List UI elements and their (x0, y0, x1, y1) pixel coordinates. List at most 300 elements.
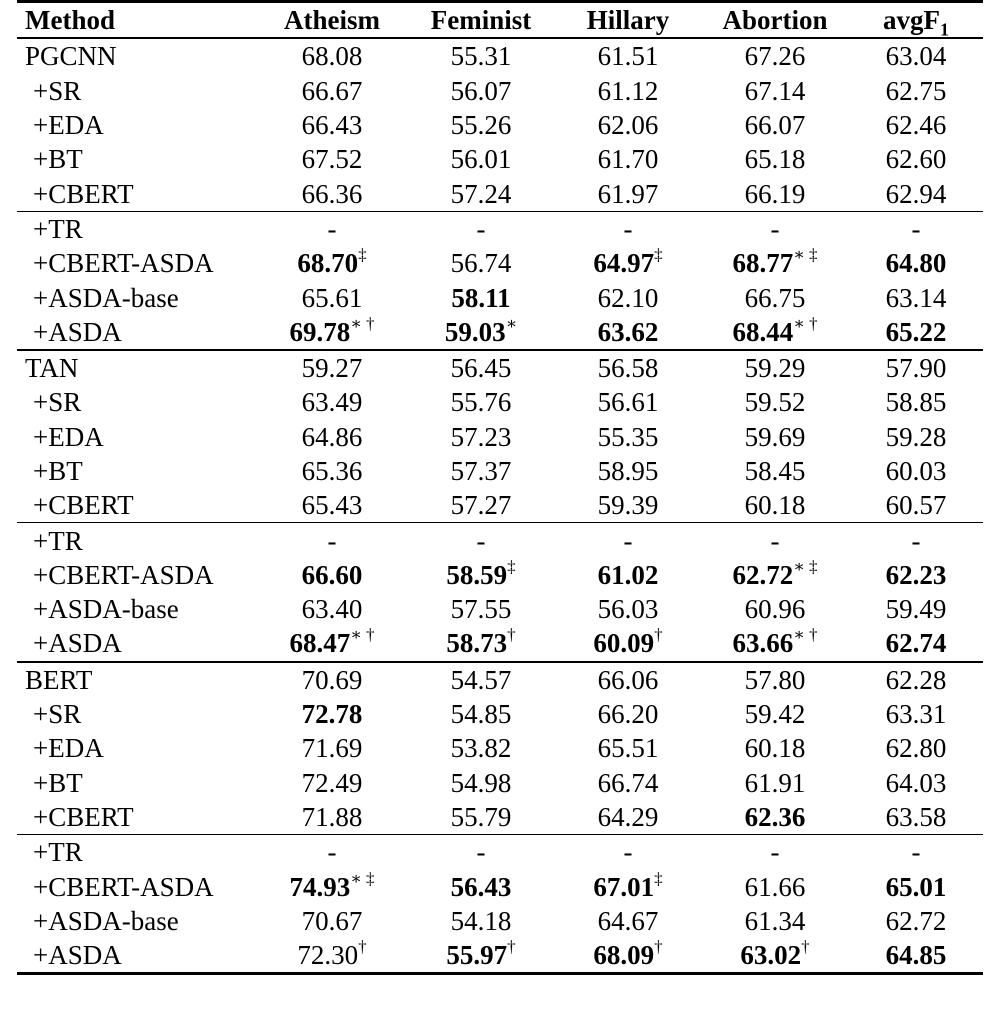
table-row (17, 523, 983, 558)
cell-value: 66.19 (744, 178, 806, 209)
cell-value: 62.72 (885, 905, 947, 936)
cell-value: 62.60 (885, 144, 947, 175)
significance-marker: ‡ (654, 868, 663, 888)
cell-value: 56.58 (597, 353, 659, 384)
cell-value: 66.67 (301, 75, 363, 106)
hillary-cell (555, 454, 701, 488)
significance-marker: ∗ † (350, 625, 375, 645)
hillary-cell (555, 938, 701, 974)
cell-value: - (770, 213, 780, 244)
cell-value: 59.49 (885, 594, 947, 625)
hillary-cell (555, 385, 701, 419)
hillary-cell (555, 211, 701, 246)
method-cell: +CBERT-ASDA (33, 871, 214, 902)
cell-value: 63.02 (740, 940, 802, 971)
avgf1-cell (849, 523, 983, 558)
avgf1-cell (849, 38, 983, 73)
abortion-cell (701, 697, 849, 731)
hillary-cell (555, 350, 701, 385)
feminist-cell (407, 523, 555, 558)
significance-marker: ∗ † (793, 313, 818, 333)
cell-value: 55.76 (450, 387, 512, 418)
feminist-cell (407, 731, 555, 765)
cell-value: 61.02 (597, 559, 659, 590)
atheism-cell (257, 523, 407, 558)
abortion-cell (701, 592, 849, 626)
cell-value: 70.67 (301, 905, 363, 936)
cell-value: 57.27 (450, 490, 512, 521)
table-row (17, 592, 983, 626)
cell-value: 69.78 (289, 316, 351, 347)
atheism-cell (257, 766, 407, 800)
cell-value: 64.85 (885, 940, 947, 971)
hillary-cell (555, 662, 701, 697)
significance-marker: ∗ ‡ (350, 868, 375, 888)
cell-value: 53.82 (450, 733, 512, 764)
cell-value: 62.80 (885, 733, 947, 764)
cell-value: 58.73 (446, 628, 508, 659)
cell-value: - (770, 837, 780, 868)
atheism-cell (257, 280, 407, 314)
cell-value: 71.69 (301, 733, 363, 764)
table-row (17, 385, 983, 419)
table-row (17, 697, 983, 731)
header-method: Method (25, 5, 115, 36)
abortion-cell (701, 731, 849, 765)
table-row (17, 108, 983, 142)
cell-value: 63.40 (301, 594, 363, 625)
avgf1-cell (849, 869, 983, 903)
atheism-cell (257, 904, 407, 938)
method-cell: +TR (17, 835, 257, 870)
cell-value: 55.35 (597, 421, 659, 452)
atheism-cell (257, 697, 407, 731)
cell-value: 56.45 (450, 353, 512, 384)
significance-marker: ∗ † (350, 313, 375, 333)
hillary-cell (555, 626, 701, 661)
method-cell: +CBERT (33, 490, 134, 521)
cell-value: 63.14 (885, 282, 947, 313)
cell-value: 62.36 (744, 801, 806, 832)
hillary-cell (555, 904, 701, 938)
avgf1-cell (849, 626, 983, 661)
method-cell: +BT (33, 144, 83, 175)
cell-value: 72.30 (297, 940, 359, 971)
abortion-cell (701, 835, 849, 870)
significance-marker: † (801, 937, 810, 957)
abortion-cell (701, 211, 849, 246)
cell-value: 61.34 (744, 905, 806, 936)
cell-value: 62.28 (885, 664, 947, 695)
method-cell: +SR (33, 75, 82, 106)
cell-value: 57.23 (450, 421, 512, 452)
cell-value: 65.18 (744, 144, 806, 175)
atheism-cell (257, 488, 407, 523)
cell-value: 65.01 (885, 871, 947, 902)
header-hillary: Hillary (586, 5, 670, 36)
abortion-cell (701, 142, 849, 176)
cell-value: 68.44 (732, 316, 794, 347)
feminist-cell (407, 869, 555, 903)
cell-value: 66.20 (597, 699, 659, 730)
avgf1-cell (849, 766, 983, 800)
atheism-cell (257, 74, 407, 108)
feminist-cell (407, 454, 555, 488)
method-cell: +SR (33, 699, 82, 730)
hillary-cell (555, 38, 701, 73)
method-cell: +EDA (33, 110, 104, 141)
header-row (17, 2, 983, 39)
cell-value: 58.95 (597, 456, 659, 486)
avgf1-cell (849, 662, 983, 697)
cell-value: 64.80 (885, 248, 947, 279)
cell-value: 66.36 (301, 178, 363, 209)
cell-value: - (476, 837, 486, 868)
results-table-body (17, 38, 983, 974)
table-row (17, 558, 983, 592)
cell-value: - (623, 213, 633, 244)
cell-value: 55.97 (446, 940, 508, 971)
abortion-cell (701, 315, 849, 350)
significance-marker: ∗ † (793, 625, 818, 645)
cell-value: 63.66 (732, 628, 794, 659)
cell-value: 65.36 (301, 456, 363, 486)
method-cell: +BT (33, 767, 83, 798)
cell-value: - (327, 837, 337, 868)
cell-value: 63.49 (301, 387, 363, 418)
table-row (17, 350, 983, 385)
avgf1-cell (849, 280, 983, 314)
avgf1-cell (849, 835, 983, 870)
hillary-cell (555, 246, 701, 280)
hillary-cell (555, 592, 701, 626)
feminist-cell (407, 108, 555, 142)
cell-value: - (327, 213, 337, 244)
significance-marker: ∗ ‡ (793, 245, 818, 265)
cell-value: - (476, 213, 486, 244)
abortion-cell (701, 38, 849, 73)
atheism-cell (257, 869, 407, 903)
header-atheism: Atheism (284, 5, 380, 36)
cell-value: 59.29 (744, 353, 806, 384)
header-avgf1-subscript: 1 (940, 19, 949, 40)
avgf1-cell (849, 350, 983, 385)
cell-value: 68.09 (593, 940, 655, 971)
atheism-cell (257, 350, 407, 385)
cell-value: 59.42 (744, 699, 806, 730)
avgf1-cell (849, 74, 983, 108)
avgf1-cell (849, 731, 983, 765)
header-abortion: Abortion (722, 5, 828, 36)
cell-value: 68.47 (289, 628, 351, 659)
feminist-cell (407, 385, 555, 419)
significance-marker: ∗ (505, 313, 518, 333)
hillary-cell (555, 523, 701, 558)
atheism-cell (257, 246, 407, 280)
cell-value: - (911, 213, 921, 244)
method-cell: +CBERT-ASDA (33, 248, 214, 279)
cell-value: 62.06 (597, 110, 659, 141)
cell-value: 56.61 (597, 387, 659, 418)
feminist-cell (407, 315, 555, 350)
feminist-cell (407, 211, 555, 246)
cell-value: 61.70 (597, 144, 659, 175)
hillary-cell (555, 142, 701, 176)
cell-value: - (911, 837, 921, 868)
table-row (17, 142, 983, 176)
abortion-cell (701, 176, 849, 211)
cell-value: 54.85 (450, 699, 512, 730)
cell-value: 63.04 (885, 41, 947, 72)
abortion-cell (701, 558, 849, 592)
atheism-cell (257, 385, 407, 419)
results-table-container (17, 0, 983, 975)
table-row (17, 420, 983, 454)
abortion-cell (701, 385, 849, 419)
header-feminist: Feminist (430, 5, 532, 36)
avgf1-cell (849, 176, 983, 211)
cell-value: 67.52 (301, 144, 363, 175)
cell-value: 60.09 (593, 628, 655, 659)
abortion-cell (701, 800, 849, 835)
cell-value: 67.14 (744, 75, 806, 106)
avgf1-cell (849, 454, 983, 488)
cell-value: 56.03 (597, 594, 659, 625)
cell-value: - (327, 525, 337, 556)
abortion-cell (701, 523, 849, 558)
cell-value: 55.31 (450, 41, 512, 72)
table-row (17, 488, 983, 523)
cell-value: 55.79 (450, 801, 512, 832)
avgf1-cell (849, 592, 983, 626)
cell-value: 63.58 (885, 801, 947, 832)
cell-value: 63.62 (597, 316, 659, 347)
atheism-cell (257, 626, 407, 661)
atheism-cell (257, 558, 407, 592)
feminist-cell (407, 246, 555, 280)
feminist-cell (407, 592, 555, 626)
feminist-cell (407, 697, 555, 731)
table-row (17, 74, 983, 108)
feminist-cell (407, 835, 555, 870)
method-cell: PGCNN (25, 41, 117, 72)
atheism-cell (257, 142, 407, 176)
feminist-cell (407, 938, 555, 974)
atheism-cell (257, 662, 407, 697)
significance-marker: ∗ ‡ (793, 556, 818, 576)
avgf1-cell (849, 385, 983, 419)
cell-value: 58.85 (885, 387, 947, 418)
hillary-cell (555, 835, 701, 870)
cell-value: 72.78 (301, 699, 363, 730)
atheism-cell (257, 420, 407, 454)
cell-value: 59.69 (744, 421, 806, 452)
cell-value: 68.70 (297, 248, 359, 279)
cell-value: 59.52 (744, 387, 806, 418)
cell-value: 59.03 (444, 316, 506, 347)
cell-value: 64.03 (885, 767, 947, 798)
feminist-cell (407, 38, 555, 73)
cell-value: 57.37 (450, 456, 512, 486)
table-row (17, 938, 983, 974)
cell-value: 66.60 (301, 559, 363, 590)
abortion-cell (701, 246, 849, 280)
atheism-cell (257, 800, 407, 835)
cell-value: - (476, 525, 486, 556)
cell-value: 65.43 (301, 490, 363, 521)
avgf1-cell (849, 938, 983, 974)
abortion-cell (701, 454, 849, 488)
atheism-cell (257, 315, 407, 350)
table-row (17, 211, 983, 246)
table-row (17, 626, 983, 661)
cell-value: - (770, 525, 780, 556)
cell-value: 62.72 (732, 559, 794, 590)
cell-value: 61.97 (597, 178, 659, 209)
cell-value: 56.74 (450, 248, 512, 279)
table-row (17, 280, 983, 314)
hillary-cell (555, 766, 701, 800)
atheism-cell (257, 835, 407, 870)
cell-value: 59.39 (597, 490, 659, 521)
table-row (17, 800, 983, 835)
cell-value: 66.43 (301, 110, 363, 141)
cell-value: 61.66 (744, 871, 806, 902)
method-cell: +ASDA (17, 938, 257, 974)
feminist-cell (407, 420, 555, 454)
method-cell: +ASDA-base (33, 905, 179, 936)
abortion-cell (701, 488, 849, 523)
header-avgf1 (849, 2, 983, 39)
method-cell: BERT (17, 662, 257, 697)
significance-marker: ‡ (507, 556, 516, 576)
table-row (17, 176, 983, 211)
cell-value: 54.98 (450, 767, 512, 798)
abortion-cell (701, 420, 849, 454)
feminist-cell (407, 626, 555, 661)
significance-marker: † (654, 625, 663, 645)
cell-value: 57.55 (450, 594, 512, 625)
method-cell: +CBERT-ASDA (33, 559, 214, 590)
cell-value: 66.75 (744, 282, 806, 313)
feminist-cell (407, 800, 555, 835)
abortion-cell (701, 626, 849, 661)
avgf1-cell (849, 904, 983, 938)
hillary-cell (555, 108, 701, 142)
cell-value: 61.51 (597, 41, 659, 72)
method-cell: +SR (33, 387, 82, 418)
hillary-cell (555, 731, 701, 765)
method-cell: +ASDA-base (33, 594, 179, 625)
method-cell: TAN (17, 350, 257, 385)
method-cell: +ASDA-base (33, 282, 179, 313)
significance-marker: † (507, 625, 516, 645)
cell-value: 66.07 (744, 110, 806, 141)
avgf1-cell (849, 246, 983, 280)
method-cell: +ASDA (33, 316, 122, 347)
hillary-cell (555, 800, 701, 835)
abortion-cell (701, 662, 849, 697)
method-cell: +EDA (33, 733, 104, 764)
cell-value: 65.51 (597, 733, 659, 764)
cell-value: 54.57 (450, 664, 512, 695)
atheism-cell (257, 454, 407, 488)
method-cell: +EDA (33, 421, 104, 452)
cell-value: 58.45 (744, 456, 806, 486)
avgf1-cell (849, 488, 983, 523)
significance-marker: † (358, 937, 367, 957)
avgf1-cell (849, 108, 983, 142)
method-cell: +BT (33, 456, 83, 486)
cell-value: 60.96 (744, 594, 806, 625)
atheism-cell (257, 592, 407, 626)
cell-value: 62.94 (885, 178, 947, 209)
method-cell: +TR (17, 523, 257, 558)
cell-value: 70.69 (301, 664, 363, 695)
atheism-cell (257, 176, 407, 211)
cell-value: 60.03 (885, 456, 947, 486)
cell-value: 62.46 (885, 110, 947, 141)
cell-value: 62.23 (885, 559, 947, 590)
abortion-cell (701, 280, 849, 314)
abortion-cell (701, 869, 849, 903)
feminist-cell (407, 350, 555, 385)
abortion-cell (701, 74, 849, 108)
cell-value: 62.75 (885, 75, 947, 106)
table-row (17, 246, 983, 280)
cell-value: 61.12 (597, 75, 659, 106)
cell-value: 62.74 (885, 628, 947, 659)
cell-value: - (623, 837, 633, 868)
cell-value: - (623, 525, 633, 556)
feminist-cell (407, 280, 555, 314)
avgf1-cell (849, 800, 983, 835)
cell-value: 57.24 (450, 178, 512, 209)
cell-value: 56.43 (450, 871, 512, 902)
table-row (17, 835, 983, 870)
cell-value: 58.59 (446, 559, 508, 590)
abortion-cell (701, 766, 849, 800)
cell-value: 68.77 (732, 248, 794, 279)
cell-value: 56.07 (450, 75, 512, 106)
cell-value: 64.97 (593, 248, 655, 279)
cell-value: 64.29 (597, 801, 659, 832)
results-table (17, 0, 983, 975)
hillary-cell (555, 558, 701, 592)
cell-value: 65.61 (301, 282, 363, 313)
table-row (17, 315, 983, 350)
atheism-cell (257, 108, 407, 142)
cell-value: 57.90 (885, 353, 947, 384)
atheism-cell (257, 938, 407, 974)
hillary-cell (555, 697, 701, 731)
method-cell: +ASDA (33, 628, 122, 659)
cell-value: 63.31 (885, 699, 947, 730)
hillary-cell (555, 176, 701, 211)
table-row (17, 869, 983, 903)
cell-value: 58.11 (451, 282, 511, 313)
avgf1-cell (849, 142, 983, 176)
cell-value: - (911, 525, 921, 556)
hillary-cell (555, 420, 701, 454)
table-row (17, 731, 983, 765)
cell-value: 61.91 (744, 767, 806, 798)
feminist-cell (407, 662, 555, 697)
abortion-cell (701, 938, 849, 974)
hillary-cell (555, 488, 701, 523)
cell-value: 62.10 (597, 282, 659, 313)
cell-value: 65.22 (885, 316, 947, 347)
